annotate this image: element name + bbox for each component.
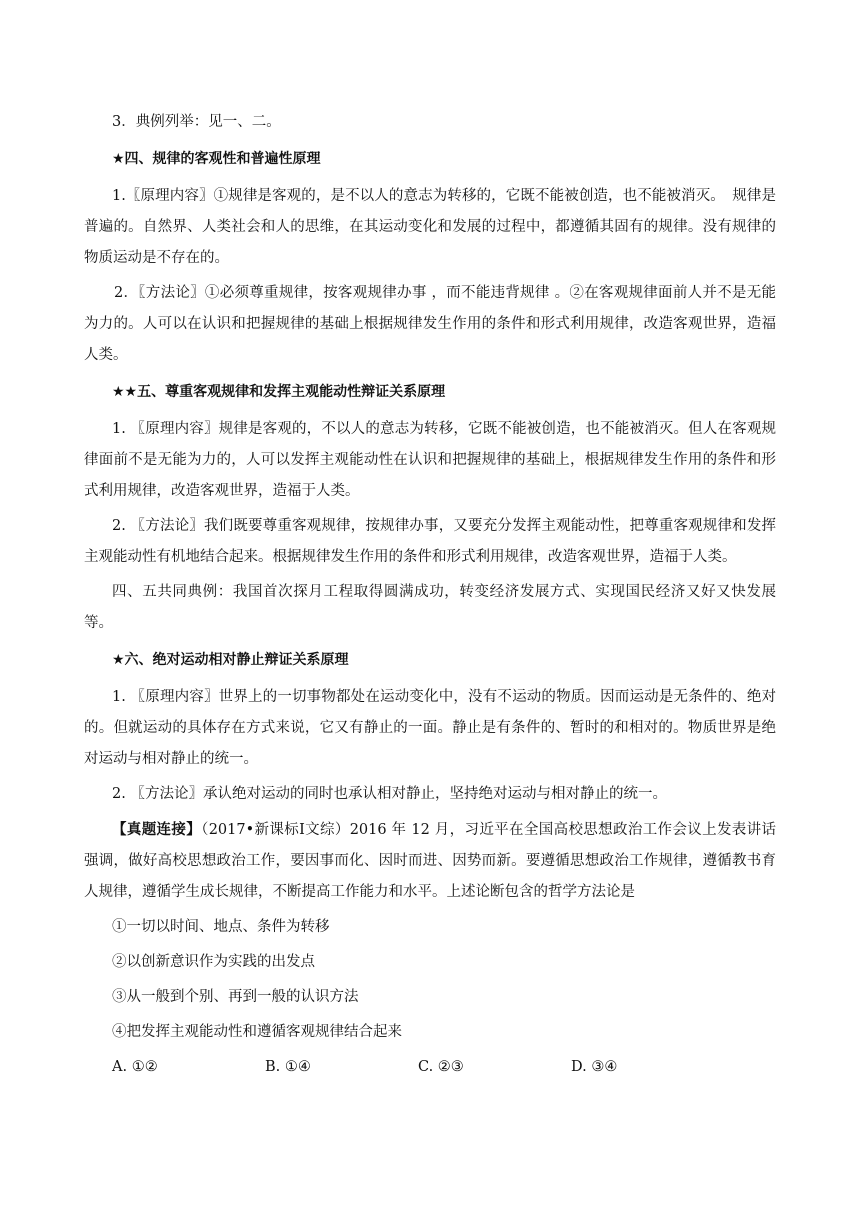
section-heading-5: ★★五、尊重客观规律和发挥主观能动性辩证关系原理 <box>112 384 446 400</box>
question-stem <box>84 814 776 908</box>
question-item-3: ③从一般到个别、再到一般的认识方法 <box>112 989 359 1005</box>
question-item-2: ②以创新意识作为实践的出发点 <box>112 954 315 970</box>
section-heading-4: ★四、规律的客观性和普遍性原理 <box>112 151 321 167</box>
question-item-4: ④把发挥主观能动性和遵循客观规律结合起来 <box>112 1024 402 1040</box>
option-a: A. ①② <box>112 1059 158 1075</box>
example-paragraph: 四、五共同典例：我国首次探月工程取得圆满成功，转变经济发展方式、实现国民经济又好又快发展等。 <box>84 584 776 631</box>
principle-paragraph: 1.〖原理内容〗①规律是客观的，是不以人的意志为转移的，它既不能被创造，也不能被消灭。 规律是普遍的。自然界、人类社会和人的思维，在其运动变化和发展的过程中，都遵循其固有的规律。没有规律的物质运动是不存在的。 <box>84 188 776 266</box>
question-tag: 【真题连接】 <box>112 821 202 838</box>
methodology-paragraph: 2. 〖方法论〗我们既要尊重客观规律，按规律办事，又要充分发挥主观能动性，把尊重客观规律和发挥主观能动性有机地结合起来。根据规律发生作用的条件和形式利用规律，改造客观世界，造福于人类。 <box>84 518 776 565</box>
option-b: B. ①④ <box>265 1059 311 1075</box>
example-line: 3．典例列举：见一、二。 <box>112 114 281 130</box>
methodology-paragraph: 2．〖方法论〗①必须尊重规律，按客观规律办事 ，而不能违背规律 。②在客观规律面前人并不是无能为力的。人可以在认识和把握规律的基础上根据规律发生作用的条件和形式利用规律，改造客观世界，造福人类。 <box>84 285 776 363</box>
principle-paragraph: 1. 〖原理内容〗世界上的一切事物都处在运动变化中，没有不运动的物质。因而运动是无条件的、绝对的。但就运动的具体存在方式来说，它又有静止的一面。静止是有条件的、暂时的和相对的。物质世界是绝对运动与相对静止的统一。 <box>84 689 776 767</box>
principle-paragraph: 1. 〖原理内容〗规律是客观的，不以人的意志为转移，它既不能被创造，也不能被消灭。但人在客观规律面前不是无能为力的，人可以发挥主观能动性在认识和把握规律的基础上，根据规律发生作用的条件和形式利用规律，改造客观世界，造福于人类。 <box>84 421 776 499</box>
question-item-1: ①一切以时间、地点、条件为转移 <box>112 919 330 935</box>
answer-options <box>84 1052 776 1083</box>
question-text: （2017•新课标Ⅰ文综）2016 年 12 月，习近平在全国高校思想政治工作会议上发表讲话强调，做好高校思想政治工作，要因事而化、因时而进、因势而新。要遵循思想政治工作规律，遵循教书育人规律，遵循学生成长规律，不断提高工作能力和水平。上述论断包含的哲学方法论是 <box>84 822 777 900</box>
methodology-paragraph: 2. 〖方法论〗承认绝对运动的同时也承认相对静止，坚持绝对运动与相对静止的统一。 <box>112 786 667 802</box>
option-c: C. ②③ <box>418 1059 464 1075</box>
option-d: D. ③④ <box>571 1059 618 1075</box>
section-heading-6: ★六、绝对运动相对静止辩证关系原理 <box>112 652 349 668</box>
